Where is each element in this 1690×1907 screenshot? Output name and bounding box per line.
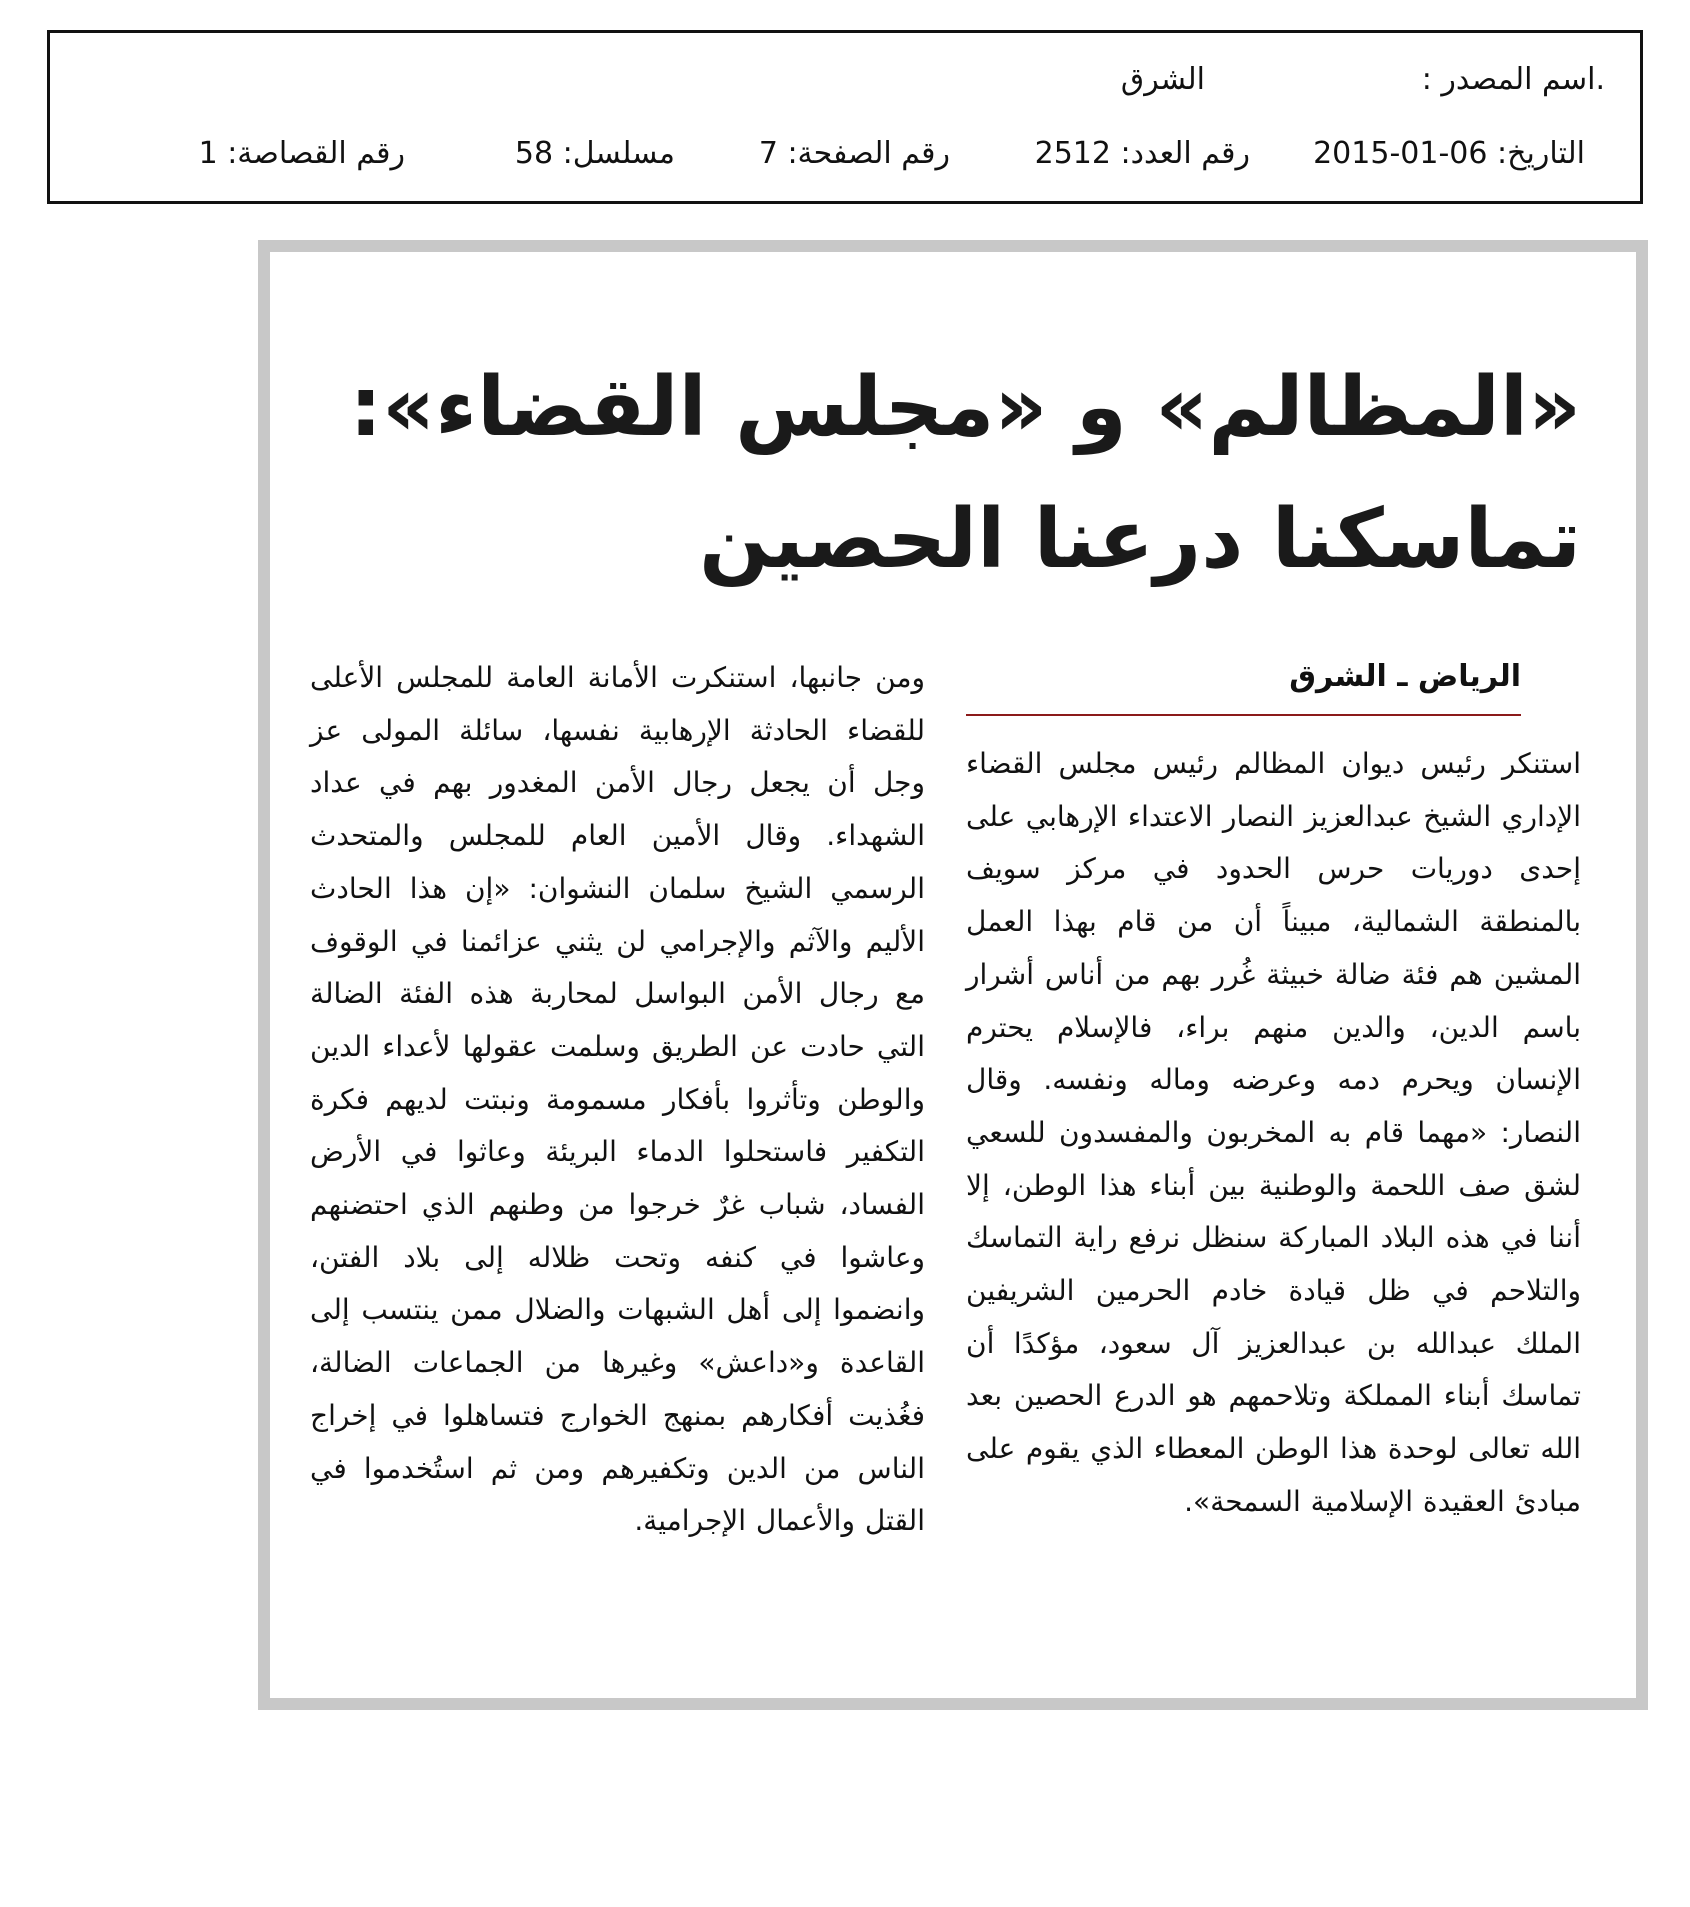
headline-line-1: «المظالم» و «مجلس القضاء»: bbox=[349, 360, 1581, 455]
byline-divider bbox=[966, 714, 1521, 716]
publication-details-line bbox=[70, 129, 1585, 179]
headline-line-2: تماسكنا درعنا الحصين bbox=[699, 492, 1581, 587]
article-paragraph-1: استنكر رئيس ديوان المظالم رئيس مجلس القضاء الإداري الشيخ عبدالعزيز النصار الاعتداء الإرهابي على إحدى دوريات حرس الحدود في مركز سويف بالمنطقة الشمالية، مبيناً أن من قام بهذا العمل المشين هم فئة ضالة خبيثة غُرر بهم من أناس أشرار باسم الدين، والدين منهم براء، فالإسلام يحترم الإنسان ويحرم دمه وعرضه وماله ونفسه. وقال النصار: «مهما قام به المخربون والمفسدون للسعي لشق صف اللحمة والوطنية بين أبناء هذا الوطن، إلا أننا في هذه البلاد المباركة سنظل نرفع راية التماسك والتلاحم في ظل قيادة خادم الحرمين الشريفين الملك عبدالله بن عبدالعزيز آل سعود، مؤكدًا أن تماسك أبناء المملكة وتلاحمهم هو الدرع الحصين بعد الله تعالى لوحدة هذا الوطن المعطاء الذي يقوم على مبادئ العقيدة الإسلامية السمحة». bbox=[966, 747, 1581, 1518]
article-column-2 bbox=[310, 652, 925, 1548]
serial-number: مسلسل: 58 bbox=[514, 136, 675, 171]
source-label: .اسم المصدر : bbox=[1421, 62, 1605, 97]
source-info-box bbox=[47, 30, 1643, 204]
issue-number: رقم العدد: 2512 bbox=[1034, 136, 1250, 171]
article-headline bbox=[330, 342, 1581, 606]
article-column-1 bbox=[966, 652, 1581, 1529]
clip-number: رقم القصاصة: 1 bbox=[198, 136, 405, 171]
article-clipping bbox=[258, 240, 1648, 1710]
source-value: الشرق bbox=[1120, 62, 1205, 97]
date-field: التاريخ: 06-01-2015 bbox=[1313, 136, 1585, 171]
article-paragraph-2: ومن جانبها، استنكرت الأمانة العامة للمجلس الأعلى للقضاء الحادثة الإرهابية نفسها، سائلة المولى عز وجل أن يجعل رجال الأمن المغدور بهم في عداد الشهداء. وقال الأمين العام للمجلس والمتحدث الرسمي الشيخ سلمان النشوان: «إن هذا الحادث الأليم والآثم والإجرامي لن يثني عزائمنا في الوقوف مع رجال الأمن البواسل لمحاربة هذه الفئة الضالة التي حادت عن الطريق وسلمت عقولها لأعداء الدين والوطن وتأثروا بأفكار مسمومة ونبتت لديهم فكرة التكفير فاستحلوا الدماء البريئة وعاثوا في الأرض الفساد، شباب غرٌ خرجوا من وطنهم الذي احتضنهم وعاشوا في كنفه وتحت ظلاله إلى بلاد الفتن، وانضموا إلى أهل الشبهات والضلال ممن ينتسب إلى القاعدة و«داعش» وغيرها من الجماعات الضالة، فغُذيت أفكارهم بمنهج الخوارج فتساهلوا في إخراج الناس من الدين وتكفيرهم ومن ثم استُخدموا في القتل والأعمال الإجرامية. bbox=[310, 661, 925, 1538]
byline: الرياض ـ الشرق bbox=[1289, 659, 1521, 694]
source-line bbox=[70, 55, 1605, 105]
page-number: رقم الصفحة: 7 bbox=[758, 136, 950, 171]
